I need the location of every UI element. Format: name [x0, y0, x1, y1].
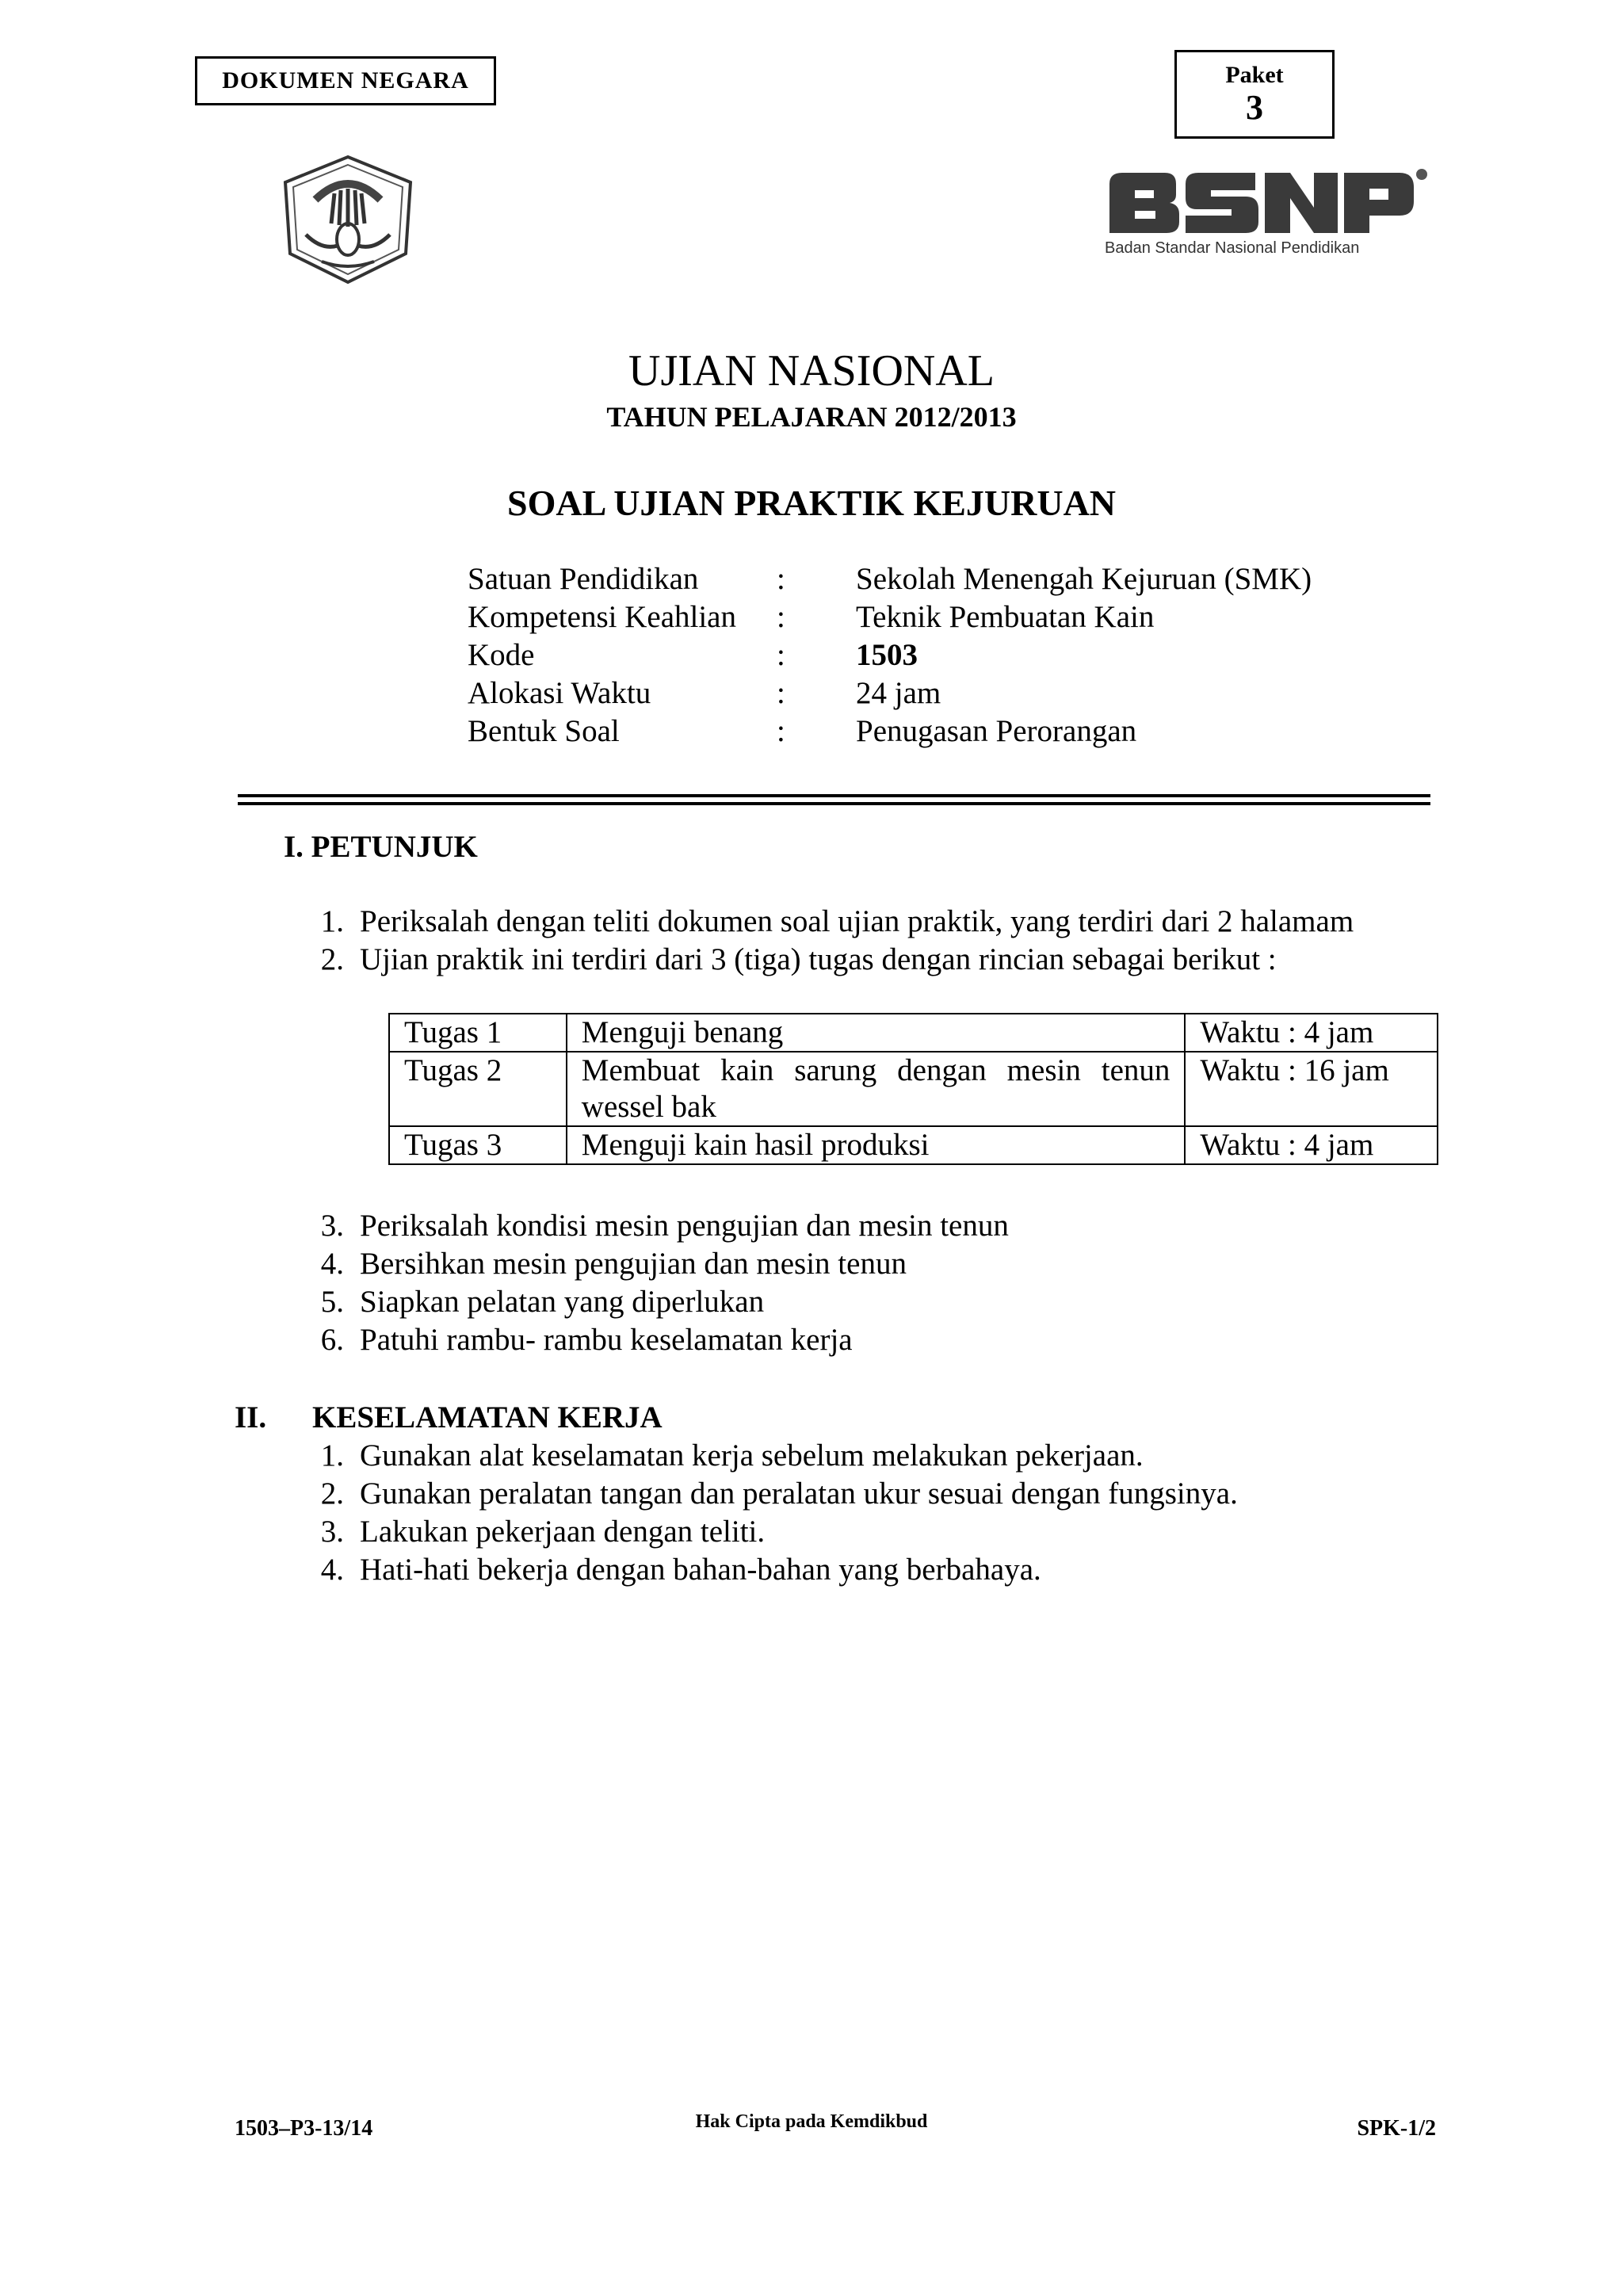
info-colon: : — [777, 714, 785, 748]
item-text: Gunakan alat keselamatan kerja sebelum melakukan pekerjaan. — [360, 1438, 1144, 1473]
bsnp-logo — [1103, 166, 1428, 265]
info-row — [468, 599, 1498, 637]
info-row — [468, 561, 1498, 599]
exam-type-title: SOAL UJIAN PRAKTIK KEJURUAN — [506, 483, 1117, 523]
info-value: Penugasan Perorangan — [856, 714, 1137, 748]
info-row — [468, 675, 1498, 713]
item-text: Bersihkan mesin pengujian dan mesin tenun — [360, 1247, 907, 1281]
item-text: Patuhi rambu- rambu keselamatan kerja — [360, 1323, 853, 1357]
info-label: Kompetensi Keahlian — [468, 600, 736, 634]
footer-code: 1503–P3-13/14 — [235, 2116, 373, 2141]
task-name: Tugas 1 — [389, 1014, 567, 1052]
item-number: 1. — [320, 1438, 344, 1473]
tut-wuri-handayani-logo — [274, 152, 422, 287]
item-number: 6. — [320, 1323, 344, 1357]
info-colon: : — [777, 638, 785, 672]
task-time: Waktu : 16 jam — [1185, 1052, 1438, 1126]
divider — [238, 794, 1430, 797]
academic-year: TAHUN PELAJARAN 2012/2013 — [606, 401, 1017, 433]
document-classification-label: DOKUMEN NEGARA — [195, 56, 496, 105]
paket-number: 3 — [1246, 88, 1263, 127]
item-number: 4. — [320, 1247, 344, 1281]
item-text: Lakukan pekerjaan dengan teliti. — [360, 1515, 766, 1549]
task-name: Tugas 3 — [389, 1126, 567, 1164]
info-colon: : — [777, 600, 785, 634]
item-number: 2. — [320, 942, 344, 976]
info-value: 24 jam — [856, 676, 941, 710]
info-label: Kode — [468, 638, 535, 672]
info-label: Bentuk Soal — [468, 714, 620, 748]
paket-label: Paket — [1225, 62, 1284, 88]
item-text: Siapkan pelatan yang diperlukan — [360, 1285, 765, 1319]
table-row — [389, 1126, 1438, 1164]
task-name: Tugas 2 — [389, 1052, 567, 1126]
table-row — [389, 1052, 1438, 1126]
info-value: Sekolah Menengah Kejuruan (SMK) — [856, 562, 1312, 596]
bsnp-caption: Badan Standar Nasional Pendidikan — [1105, 239, 1360, 257]
task-time: Waktu : 4 jam — [1185, 1126, 1438, 1164]
section-title-petunjuk: I. PETUNJUK — [284, 830, 478, 864]
section-number: II. — [235, 1400, 267, 1435]
item-text: Periksalah kondisi mesin pengujian dan mesin tenun — [360, 1209, 1009, 1243]
item-text: Gunakan peralatan tangan dan peralatan ukur sesuai dengan fungsinya. — [360, 1477, 1238, 1511]
info-label: Satuan Pendidikan — [468, 562, 699, 596]
task-table — [388, 1013, 1438, 1165]
footer-copyright: Hak Cipta pada Kemdikbud — [695, 2111, 928, 2132]
exam-title: UJIAN NASIONAL — [628, 346, 995, 395]
task-desc: Menguji kain hasil produksi — [567, 1126, 1186, 1164]
item-number: 2. — [320, 1477, 344, 1511]
info-colon: : — [777, 676, 785, 710]
item-number: 1. — [320, 904, 344, 938]
paket-box — [1174, 50, 1335, 139]
task-desc: Membuat kain sarung dengan mesin tenun wessel bak — [567, 1052, 1186, 1126]
info-value: Teknik Pembuatan Kain — [856, 600, 1155, 634]
info-label: Alokasi Waktu — [468, 676, 651, 710]
item-text: Periksalah dengan teliti dokumen soal ujian praktik, yang terdiri dari 2 halamam — [360, 904, 1354, 938]
item-text: Ujian praktik ini terdiri dari 3 (tiga) tugas dengan rincian sebagai berikut : — [360, 942, 1277, 976]
footer-page: SPK-1/2 — [1357, 2116, 1436, 2141]
task-desc: Menguji benang — [567, 1014, 1186, 1052]
section-title-keselamatan: KESELAMATAN KERJA — [312, 1400, 663, 1435]
item-number: 5. — [320, 1285, 344, 1319]
divider — [238, 802, 1430, 805]
info-value: 1503 — [856, 638, 918, 672]
info-colon: : — [777, 562, 785, 596]
item-number: 4. — [320, 1553, 344, 1587]
table-row — [389, 1014, 1438, 1052]
item-text: Hati-hati bekerja dengan bahan-bahan yang berbahaya. — [360, 1553, 1041, 1587]
info-row — [468, 637, 1498, 675]
task-time: Waktu : 4 jam — [1185, 1014, 1438, 1052]
info-row — [468, 713, 1498, 751]
item-number: 3. — [320, 1209, 344, 1243]
item-number: 3. — [320, 1515, 344, 1549]
